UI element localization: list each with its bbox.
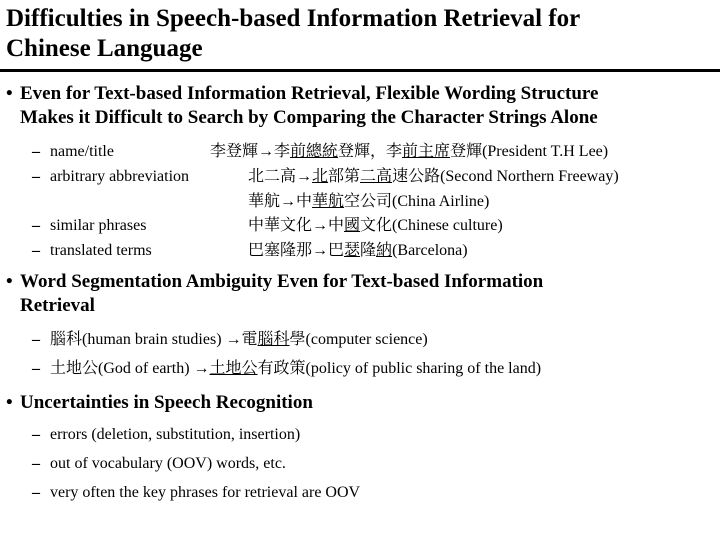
sub-item-label: out of vocabulary (OOV) words, etc. — [50, 455, 286, 472]
sub-item-name-title — [32, 141, 114, 163]
slide-title-line-2: Chinese Language — [6, 35, 203, 62]
example-text: 有政策(policy of public sharing of the land) — [257, 360, 542, 377]
sub-item-errors — [32, 424, 300, 446]
sub-item-dash: – — [32, 168, 40, 185]
bullet-flexible-wording — [6, 82, 710, 130]
example-text: 登輝，李 — [338, 143, 403, 160]
example-translated-terms — [248, 240, 468, 262]
sub-item-dash: – — [32, 331, 40, 348]
example-underlined-text: 腦科 — [257, 331, 290, 348]
example-text: 北二高→ — [248, 168, 313, 185]
example-text: 部第 — [328, 168, 361, 185]
example-underlined-text: 北 — [312, 168, 329, 185]
bullet-text-line-2: Makes it Difficult to Search by Comparing the Character Strings Alone — [20, 107, 598, 128]
example-underlined-text: 國 — [344, 217, 361, 234]
example-text: 巴塞隆那→巴 — [248, 242, 345, 259]
example-text: 腦科(human brain studies) →電 — [50, 331, 258, 348]
sub-item-label: arbitrary abbreviation — [50, 168, 190, 185]
bullet-speech-recognition — [6, 391, 710, 415]
sub-item-dash: – — [32, 217, 40, 234]
example-text: 文化(Chinese culture) — [360, 217, 503, 234]
bullet-text-line-1: Even for Text-based Information Retrieval, Flexible Wording Structure — [20, 83, 599, 104]
sub-item-label: translated terms — [50, 242, 152, 259]
example-text: 速公路(Second Northern Freeway) — [392, 168, 619, 185]
example-underlined-text: 航 — [328, 193, 345, 210]
title-divider — [0, 69, 720, 72]
bullet-marker: • — [6, 392, 13, 413]
example-underlined-text: 華 — [312, 193, 329, 210]
sub-item-label: errors (deletion, substitution, insertion) — [50, 426, 301, 443]
example-underlined-text: 前主席 — [402, 143, 451, 160]
sub-item-label: very often the key phrases for retrieval are OOV — [50, 484, 361, 501]
sub-item-dash: – — [32, 143, 40, 160]
example-similar-phrases — [248, 215, 503, 237]
example-text: 隆 — [360, 242, 377, 259]
sub-item-translated-terms — [32, 240, 152, 262]
sub-item-god-of-earth — [32, 358, 541, 380]
bullet-word-segmentation — [6, 270, 710, 318]
example-text: 登輝(President T.H Lee) — [450, 143, 609, 160]
example-underlined-text: 土地公 — [209, 360, 258, 377]
sub-item-dash: – — [32, 484, 40, 501]
example-abbreviation-freeway — [248, 166, 619, 188]
example-text: 中華文化→中 — [248, 217, 345, 234]
sub-item-dash: – — [32, 360, 40, 377]
example-name-title — [210, 141, 608, 163]
example-text: 學(computer science) — [289, 331, 428, 348]
sub-item-dash: – — [32, 242, 40, 259]
sub-item-dash: – — [32, 426, 40, 443]
bullet-text-line-1: Word Segmentation Ambiguity Even for Text-based Information — [20, 271, 544, 292]
example-text: 空公司(China Airline) — [344, 193, 490, 210]
sub-item-similar-phrases — [32, 215, 146, 237]
example-text: 華航→中 — [248, 193, 313, 210]
sub-item-brain-studies — [32, 329, 428, 351]
sub-item-label: similar phrases — [50, 217, 147, 234]
bullet-text-line-2: Retrieval — [20, 295, 95, 316]
sub-item-label: name/title — [50, 143, 114, 160]
example-underlined-text: 前總統 — [290, 143, 339, 160]
example-underlined-text: 瑟 — [344, 242, 361, 259]
sub-item-key-phrases-oov — [32, 482, 360, 504]
example-underlined-text: 二高 — [360, 168, 393, 185]
example-underlined-text: 納 — [376, 242, 393, 259]
sub-item-dash: – — [32, 455, 40, 472]
sub-item-oov-words — [32, 453, 286, 475]
bullet-marker: • — [6, 271, 13, 292]
sub-item-abbreviation — [32, 166, 189, 188]
bullet-text-line-1: Uncertainties in Speech Recognition — [20, 392, 313, 413]
example-text: 李登輝→李 — [210, 143, 291, 160]
bullet-marker: • — [6, 83, 13, 104]
slide-title — [6, 4, 714, 64]
example-text: (Barcelona) — [392, 242, 468, 259]
example-text: 土地公(God of earth) → — [50, 360, 210, 377]
slide-title-line-1: Difficulties in Speech-based Information Retrieval for — [6, 5, 581, 32]
example-abbreviation-airline — [248, 191, 489, 213]
